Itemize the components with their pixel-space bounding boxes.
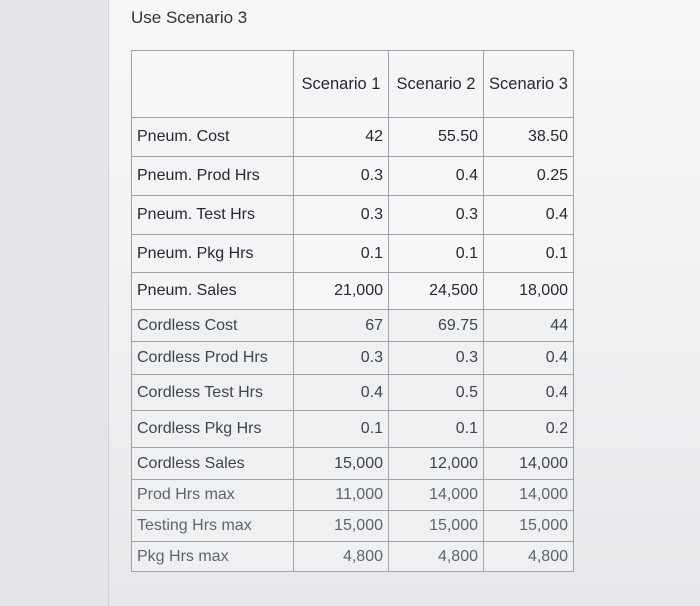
cell-scenario-3: 4,800 <box>484 542 574 572</box>
cell-scenario-1: 0.1 <box>294 235 389 273</box>
cell-scenario-1: 0.4 <box>294 375 389 411</box>
cell-scenario-3: 15,000 <box>484 511 574 542</box>
header-scenario-3: Scenario 3 <box>484 51 574 118</box>
cell-scenario-2: 14,000 <box>389 480 484 511</box>
cell-scenario-1: 21,000 <box>294 273 389 310</box>
row-label: Pneum. Sales <box>132 273 294 310</box>
table-row <box>132 235 574 273</box>
row-label: Cordless Prod Hrs <box>132 342 294 375</box>
cell-scenario-1: 15,000 <box>294 511 389 542</box>
cell-scenario-3: 0.25 <box>484 157 574 196</box>
cell-scenario-3: 14,000 <box>484 448 574 480</box>
header-corner-cell <box>132 51 294 118</box>
cell-scenario-2: 0.1 <box>389 411 484 448</box>
table-row <box>132 310 574 342</box>
row-label: Pkg Hrs max <box>132 542 294 572</box>
cell-scenario-1: 0.3 <box>294 196 389 235</box>
cell-scenario-3: 0.1 <box>484 235 574 273</box>
row-label: Pneum. Cost <box>132 118 294 157</box>
table-row <box>132 196 574 235</box>
cell-scenario-2: 69.75 <box>389 310 484 342</box>
row-label: Cordless Cost <box>132 310 294 342</box>
table-row <box>132 157 574 196</box>
row-label: Cordless Test Hrs <box>132 375 294 411</box>
row-label: Testing Hrs max <box>132 511 294 542</box>
scenario-table <box>131 50 574 572</box>
header-scenario-2: Scenario 2 <box>389 51 484 118</box>
cell-scenario-1: 42 <box>294 118 389 157</box>
cell-scenario-2: 15,000 <box>389 511 484 542</box>
cell-scenario-3: 0.4 <box>484 375 574 411</box>
table-row <box>132 342 574 375</box>
cell-scenario-3: 0.2 <box>484 411 574 448</box>
table-row <box>132 273 574 310</box>
table-row <box>132 118 574 157</box>
page-heading: Use Scenario 3 <box>131 8 248 27</box>
cell-scenario-1: 67 <box>294 310 389 342</box>
row-label: Prod Hrs max <box>132 480 294 511</box>
cell-scenario-3: 18,000 <box>484 273 574 310</box>
row-label: Pneum. Pkg Hrs <box>132 235 294 273</box>
cell-scenario-1: 15,000 <box>294 448 389 480</box>
cell-scenario-3: 14,000 <box>484 480 574 511</box>
cell-scenario-3: 0.4 <box>484 342 574 375</box>
table-row <box>132 480 574 511</box>
cell-scenario-2: 55.50 <box>389 118 484 157</box>
cell-scenario-3: 38.50 <box>484 118 574 157</box>
cell-scenario-1: 11,000 <box>294 480 389 511</box>
cell-scenario-1: 0.3 <box>294 157 389 196</box>
row-label: Cordless Pkg Hrs <box>132 411 294 448</box>
cell-scenario-3: 44 <box>484 310 574 342</box>
cell-scenario-2: 0.1 <box>389 235 484 273</box>
cell-scenario-2: 4,800 <box>389 542 484 572</box>
table-row <box>132 448 574 480</box>
cell-scenario-2: 0.3 <box>389 342 484 375</box>
table-row <box>132 542 574 572</box>
row-label: Pneum. Test Hrs <box>132 196 294 235</box>
table-row <box>132 375 574 411</box>
cell-scenario-1: 0.3 <box>294 342 389 375</box>
cell-scenario-2: 0.5 <box>389 375 484 411</box>
cell-scenario-3: 0.4 <box>484 196 574 235</box>
row-label: Cordless Sales <box>132 448 294 480</box>
cell-scenario-2: 12,000 <box>389 448 484 480</box>
cell-scenario-1: 4,800 <box>294 542 389 572</box>
row-label: Pneum. Prod Hrs <box>132 157 294 196</box>
table-row <box>132 411 574 448</box>
header-scenario-1: Scenario 1 <box>294 51 389 118</box>
table-header-row <box>132 51 574 118</box>
cell-scenario-2: 0.4 <box>389 157 484 196</box>
cell-scenario-2: 0.3 <box>389 196 484 235</box>
document-page <box>108 0 700 606</box>
cell-scenario-2: 24,500 <box>389 273 484 310</box>
table-row <box>132 511 574 542</box>
cell-scenario-1: 0.1 <box>294 411 389 448</box>
